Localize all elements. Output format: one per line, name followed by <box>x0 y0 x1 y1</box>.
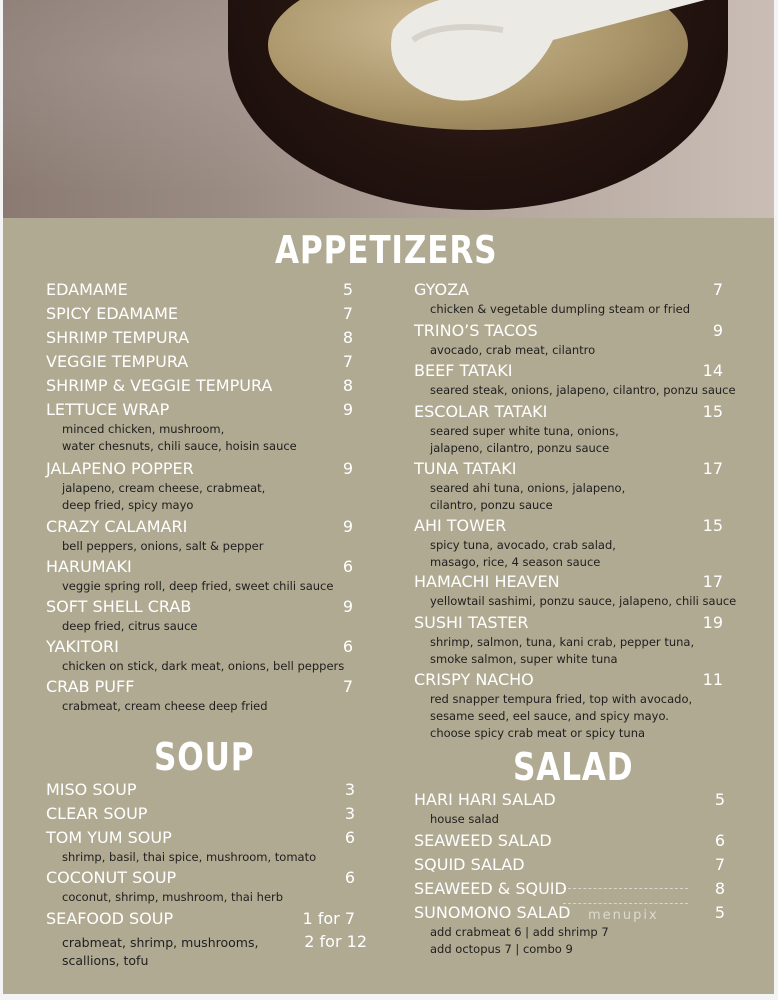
header-photo-miso-bowl <box>3 0 774 218</box>
menu-item-description: smoke salmon, super white tuna <box>430 652 618 666</box>
menu-item-name: SUSHI TASTER <box>414 613 529 632</box>
menu-item-description: crabmeat, cream cheese deep fried <box>62 699 268 713</box>
menu-item-description: seared ahi tuna, onions, jalapeno, <box>430 481 626 495</box>
menu-item-name: HARI HARI SALAD <box>414 790 556 809</box>
menu-item-name: HARUMAKI <box>46 557 132 576</box>
menu-item-description: crabmeat, shrimp, mushrooms, <box>62 935 259 950</box>
menu-item-name: MISO SOUP <box>46 780 137 799</box>
menu-item-description: jalapeno, cream cheese, crabmeat, <box>62 481 266 495</box>
menu-item-price: 9 <box>342 400 353 419</box>
menu-item-price: 9 <box>342 459 353 478</box>
menu-item-name: SPICY EDAMAME <box>46 304 179 323</box>
menu-item-description: veggie spring roll, deep fried, sweet chili sauce <box>62 579 334 593</box>
menu-item-description: chicken & vegetable dumpling steam or fried <box>430 302 691 316</box>
salad-heading: SALAD <box>513 745 634 789</box>
watermark-line <box>563 903 688 904</box>
menu-item-price: 5 <box>714 903 725 922</box>
menu-item-name: TRINO’S TACOS <box>414 321 538 340</box>
menu-item-price: 8 <box>714 879 725 898</box>
menu-item-price: 9 <box>342 517 353 536</box>
menu-item-name: ESCOLAR TATAKI <box>414 402 548 421</box>
menu-item-price: 1 for 7 <box>302 909 355 928</box>
menu-item-name: BEEF TATAKI <box>414 361 513 380</box>
menu-item-description: yellowtail sashimi, ponzu sauce, jalapeno, chili sauce <box>430 594 737 608</box>
menu-item-price: 7 <box>712 280 723 299</box>
menu-item-price: 7 <box>342 677 353 696</box>
menu-item-description: spicy tuna, avocado, crab salad, <box>430 538 616 552</box>
menu-item-description: water chesnuts, chili sauce, hoisin sauce <box>62 439 297 453</box>
menu-item-price: 17 <box>702 459 723 478</box>
menu-item-name: CRAB PUFF <box>46 677 135 696</box>
menu-item-name: JALAPENO POPPER <box>46 459 194 478</box>
menu-item-description: cilantro, ponzu sauce <box>430 498 553 512</box>
menu-item-description: bell peppers, onions, salt & pepper <box>62 539 264 553</box>
menu-item-description: avocado, crab meat, cilantro <box>430 343 596 357</box>
menu-item-price: 7 <box>714 855 725 874</box>
menu-item-price: 19 <box>702 613 723 632</box>
menu-item-name: CRISPY NACHO <box>414 670 534 689</box>
menu-item-name: GYOZA <box>414 280 469 299</box>
menu-item-description: add crabmeat 6 | add shrimp 7 <box>430 925 609 939</box>
menu-item-price: 3 <box>344 780 355 799</box>
watermark-line <box>563 888 688 889</box>
menu-item-price: 11 <box>702 670 723 689</box>
menu-item-price: 3 <box>344 804 355 823</box>
menu-item-price: 8 <box>342 376 353 395</box>
menu-item-name: YAKITORI <box>46 637 119 656</box>
menu-item-description: shrimp, salmon, tuna, kani crab, pepper tuna, <box>430 635 695 649</box>
menu-item-name: VEGGIE TEMPURA <box>46 352 189 371</box>
menu-item-description: shrimp, basil, thai spice, mushroom, tomato <box>62 850 317 864</box>
menu-item-description: deep fried, citrus sauce <box>62 619 198 633</box>
menu-item-price: 5 <box>342 280 353 299</box>
menu-item-price: 8 <box>342 328 353 347</box>
menu-item-price: 5 <box>714 790 725 809</box>
menu-item-description: choose spicy crab meat or spicy tuna <box>430 726 646 740</box>
menu-item-name: SHRIMP & VEGGIE TEMPURA <box>46 376 273 395</box>
menu-panel <box>3 218 774 994</box>
menu-item-name: EDAMAME <box>46 280 128 299</box>
menu-item-price: 15 <box>702 402 723 421</box>
menu-item-description: red snapper tempura fried, top with avocado, <box>430 692 693 706</box>
menu-item-price: 9 <box>712 321 723 340</box>
menu-item-description: minced chicken, mushroom, <box>62 422 225 436</box>
menu-item-name: SEAWEED SALAD <box>414 831 552 850</box>
menu-item-price-alt: 2 for 12 <box>304 932 367 951</box>
menu-item-description: scallions, tofu <box>62 953 149 968</box>
menu-item-name: HAMACHI HEAVEN <box>414 572 560 591</box>
menu-item-description: add octopus 7 | combo 9 <box>430 942 573 956</box>
menu-item-description: seared super white tuna, onions, <box>430 424 619 438</box>
menu-item-description: deep fried, spicy mayo <box>62 498 194 512</box>
menu-item-price: 6 <box>344 828 355 847</box>
appetizers-heading: APPETIZERS <box>275 228 498 272</box>
menu-item-price: 17 <box>702 572 723 591</box>
menu-item-name: CRAZY CALAMARI <box>46 517 188 536</box>
menu-item-price: 7 <box>342 352 353 371</box>
menu-item-name: SUNOMONO SALAD <box>414 903 571 922</box>
menu-item-description: coconut, shrimp, mushroom, thai herb <box>62 890 284 904</box>
menu-item-name: SHRIMP TEMPURA <box>46 328 190 347</box>
menu-item-name: CLEAR SOUP <box>46 804 148 823</box>
menu-item-name: SEAWEED & SQUID <box>414 879 567 898</box>
menu-item-description: jalapeno, cilantro, ponzu sauce <box>430 441 610 455</box>
menu-item-price: 6 <box>342 637 353 656</box>
menu-item-name: TOM YUM SOUP <box>46 828 172 847</box>
menu-item-price: 14 <box>702 361 723 380</box>
menu-item-price: 6 <box>342 557 353 576</box>
menu-item-name: LETTUCE WRAP <box>46 400 170 419</box>
menu-item-description: seared steak, onions, jalapeno, cilantro, ponzu sauce <box>430 383 736 397</box>
menu-item-name: SEAFOOD SOUP <box>46 909 174 928</box>
menu-item-price: 7 <box>342 304 353 323</box>
menu-item-price: 15 <box>702 516 723 535</box>
menu-item-description: house salad <box>430 812 499 826</box>
menu-item-name: COCONUT SOUP <box>46 868 177 887</box>
menu-item-price: 6 <box>714 831 725 850</box>
menu-item-description: masago, rice, 4 season sauce <box>430 555 601 569</box>
menu-item-price: 6 <box>344 868 355 887</box>
soup-heading: SOUP <box>154 735 255 779</box>
ceramic-spoon <box>383 0 743 120</box>
menu-item-description: sesame seed, eel sauce, and spicy mayo. <box>430 709 669 723</box>
menu-item-description: chicken on stick, dark meat, onions, bell peppers <box>62 659 345 673</box>
menu-item-price: 9 <box>342 597 353 616</box>
menupix-watermark: menupix <box>588 908 659 923</box>
menu-item-name: SOFT SHELL CRAB <box>46 597 192 616</box>
menu-item-name: TUNA TATAKI <box>414 459 517 478</box>
menu-item-name: AHI TOWER <box>414 516 507 535</box>
menu-item-name: SQUID SALAD <box>414 855 525 874</box>
